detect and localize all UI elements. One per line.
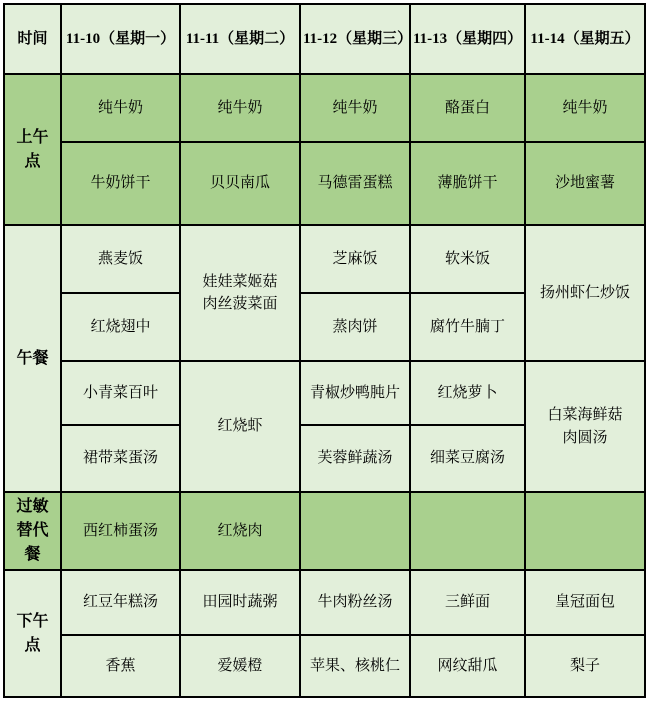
cell-morning1-wednesday: 纯牛奶 <box>300 74 410 142</box>
cell-lunch12-tuesday <box>180 225 300 361</box>
cell-morning2-thursday: 薄脆饼干 <box>410 142 525 225</box>
section-label-lunch-text: 午餐 <box>16 349 49 367</box>
cell-afternoon1-thursday: 三鲜面 <box>410 570 525 635</box>
cell-lunch4-monday: 裙带菜蛋汤 <box>61 425 180 492</box>
header-day-monday: 11-10（星期一） <box>61 4 180 74</box>
cell-morning1-tuesday: 纯牛奶 <box>180 74 300 142</box>
section-label-lunch <box>4 225 61 492</box>
cell-lunch2-monday: 红烧翅中 <box>61 293 180 361</box>
cell-lunch3-wednesday: 青椒炒鸭肫片 <box>300 361 410 425</box>
cell-lunch4-thursday: 细菜豆腐汤 <box>410 425 525 492</box>
cell-lunch34-friday-text: 白菜海鲜菇肉圆汤 <box>547 407 623 446</box>
cell-lunch12-tuesday-text: 娃娃菜姬菇肉丝菠菜面 <box>202 273 278 312</box>
cell-afternoon1-wednesday: 牛肉粉丝汤 <box>300 570 410 635</box>
cell-lunch34-friday <box>525 361 645 492</box>
cell-afternoon1-friday: 皇冠面包 <box>525 570 645 635</box>
header-day-thursday: 11-13（星期四） <box>410 4 525 74</box>
cell-lunch1-thursday: 软米饭 <box>410 225 525 293</box>
section-label-allergy <box>4 492 61 570</box>
section-label-morning-snack-text: 上午点 <box>16 128 49 170</box>
cell-lunch2-thursday: 腐竹牛腩丁 <box>410 293 525 361</box>
cell-lunch1-monday: 燕麦饭 <box>61 225 180 293</box>
header-day-tuesday: 11-11（星期二） <box>180 4 300 74</box>
cell-lunch3-monday: 小青菜百叶 <box>61 361 180 425</box>
cell-lunch12-friday: 扬州虾仁炒饭 <box>525 225 645 361</box>
cell-allergy-tuesday: 红烧肉 <box>180 492 300 570</box>
cell-morning1-thursday: 酪蛋白 <box>410 74 525 142</box>
lunch-row-3 <box>4 361 645 425</box>
cell-afternoon1-monday: 红豆年糕汤 <box>61 570 180 635</box>
section-label-afternoon-snack-text: 下午点 <box>16 612 49 654</box>
cell-afternoon2-monday: 香蕉 <box>61 635 180 697</box>
cell-morning2-monday: 牛奶饼干 <box>61 142 180 225</box>
cell-allergy-monday: 西红柿蛋汤 <box>61 492 180 570</box>
cell-lunch34-tuesday: 红烧虾 <box>180 361 300 492</box>
cell-lunch1-wednesday: 芝麻饭 <box>300 225 410 293</box>
afternoon-snack-row-2 <box>4 635 645 697</box>
cell-morning2-tuesday: 贝贝南瓜 <box>180 142 300 225</box>
cell-morning1-friday: 纯牛奶 <box>525 74 645 142</box>
morning-snack-row-2 <box>4 142 645 225</box>
header-time: 时间 <box>4 4 61 74</box>
cell-afternoon2-thursday: 网纹甜瓜 <box>410 635 525 697</box>
cell-afternoon2-wednesday: 苹果、核桃仁 <box>300 635 410 697</box>
header-day-wednesday: 11-12（星期三） <box>300 4 410 74</box>
cell-allergy-friday <box>525 492 645 570</box>
meal-schedule-table <box>3 3 646 698</box>
section-label-allergy-text: 过敏替代餐 <box>16 498 49 563</box>
section-label-afternoon-snack <box>4 570 61 697</box>
afternoon-snack-row-1 <box>4 570 645 635</box>
cell-morning2-friday: 沙地蜜薯 <box>525 142 645 225</box>
allergy-row <box>4 492 645 570</box>
cell-afternoon2-friday: 梨子 <box>525 635 645 697</box>
cell-morning1-monday: 纯牛奶 <box>61 74 180 142</box>
header-row <box>4 4 645 74</box>
header-day-friday: 11-14（星期五） <box>525 4 645 74</box>
morning-snack-row-1 <box>4 74 645 142</box>
cell-afternoon2-tuesday: 爱媛橙 <box>180 635 300 697</box>
lunch-row-1 <box>4 225 645 293</box>
cell-lunch3-thursday: 红烧萝卜 <box>410 361 525 425</box>
cell-morning2-wednesday: 马德雷蛋糕 <box>300 142 410 225</box>
cell-allergy-wednesday <box>300 492 410 570</box>
section-label-morning-snack <box>4 74 61 225</box>
cell-afternoon1-tuesday: 田园时蔬粥 <box>180 570 300 635</box>
cell-allergy-thursday <box>410 492 525 570</box>
cell-lunch4-wednesday: 芙蓉鲜蔬汤 <box>300 425 410 492</box>
cell-lunch2-wednesday: 蒸肉饼 <box>300 293 410 361</box>
